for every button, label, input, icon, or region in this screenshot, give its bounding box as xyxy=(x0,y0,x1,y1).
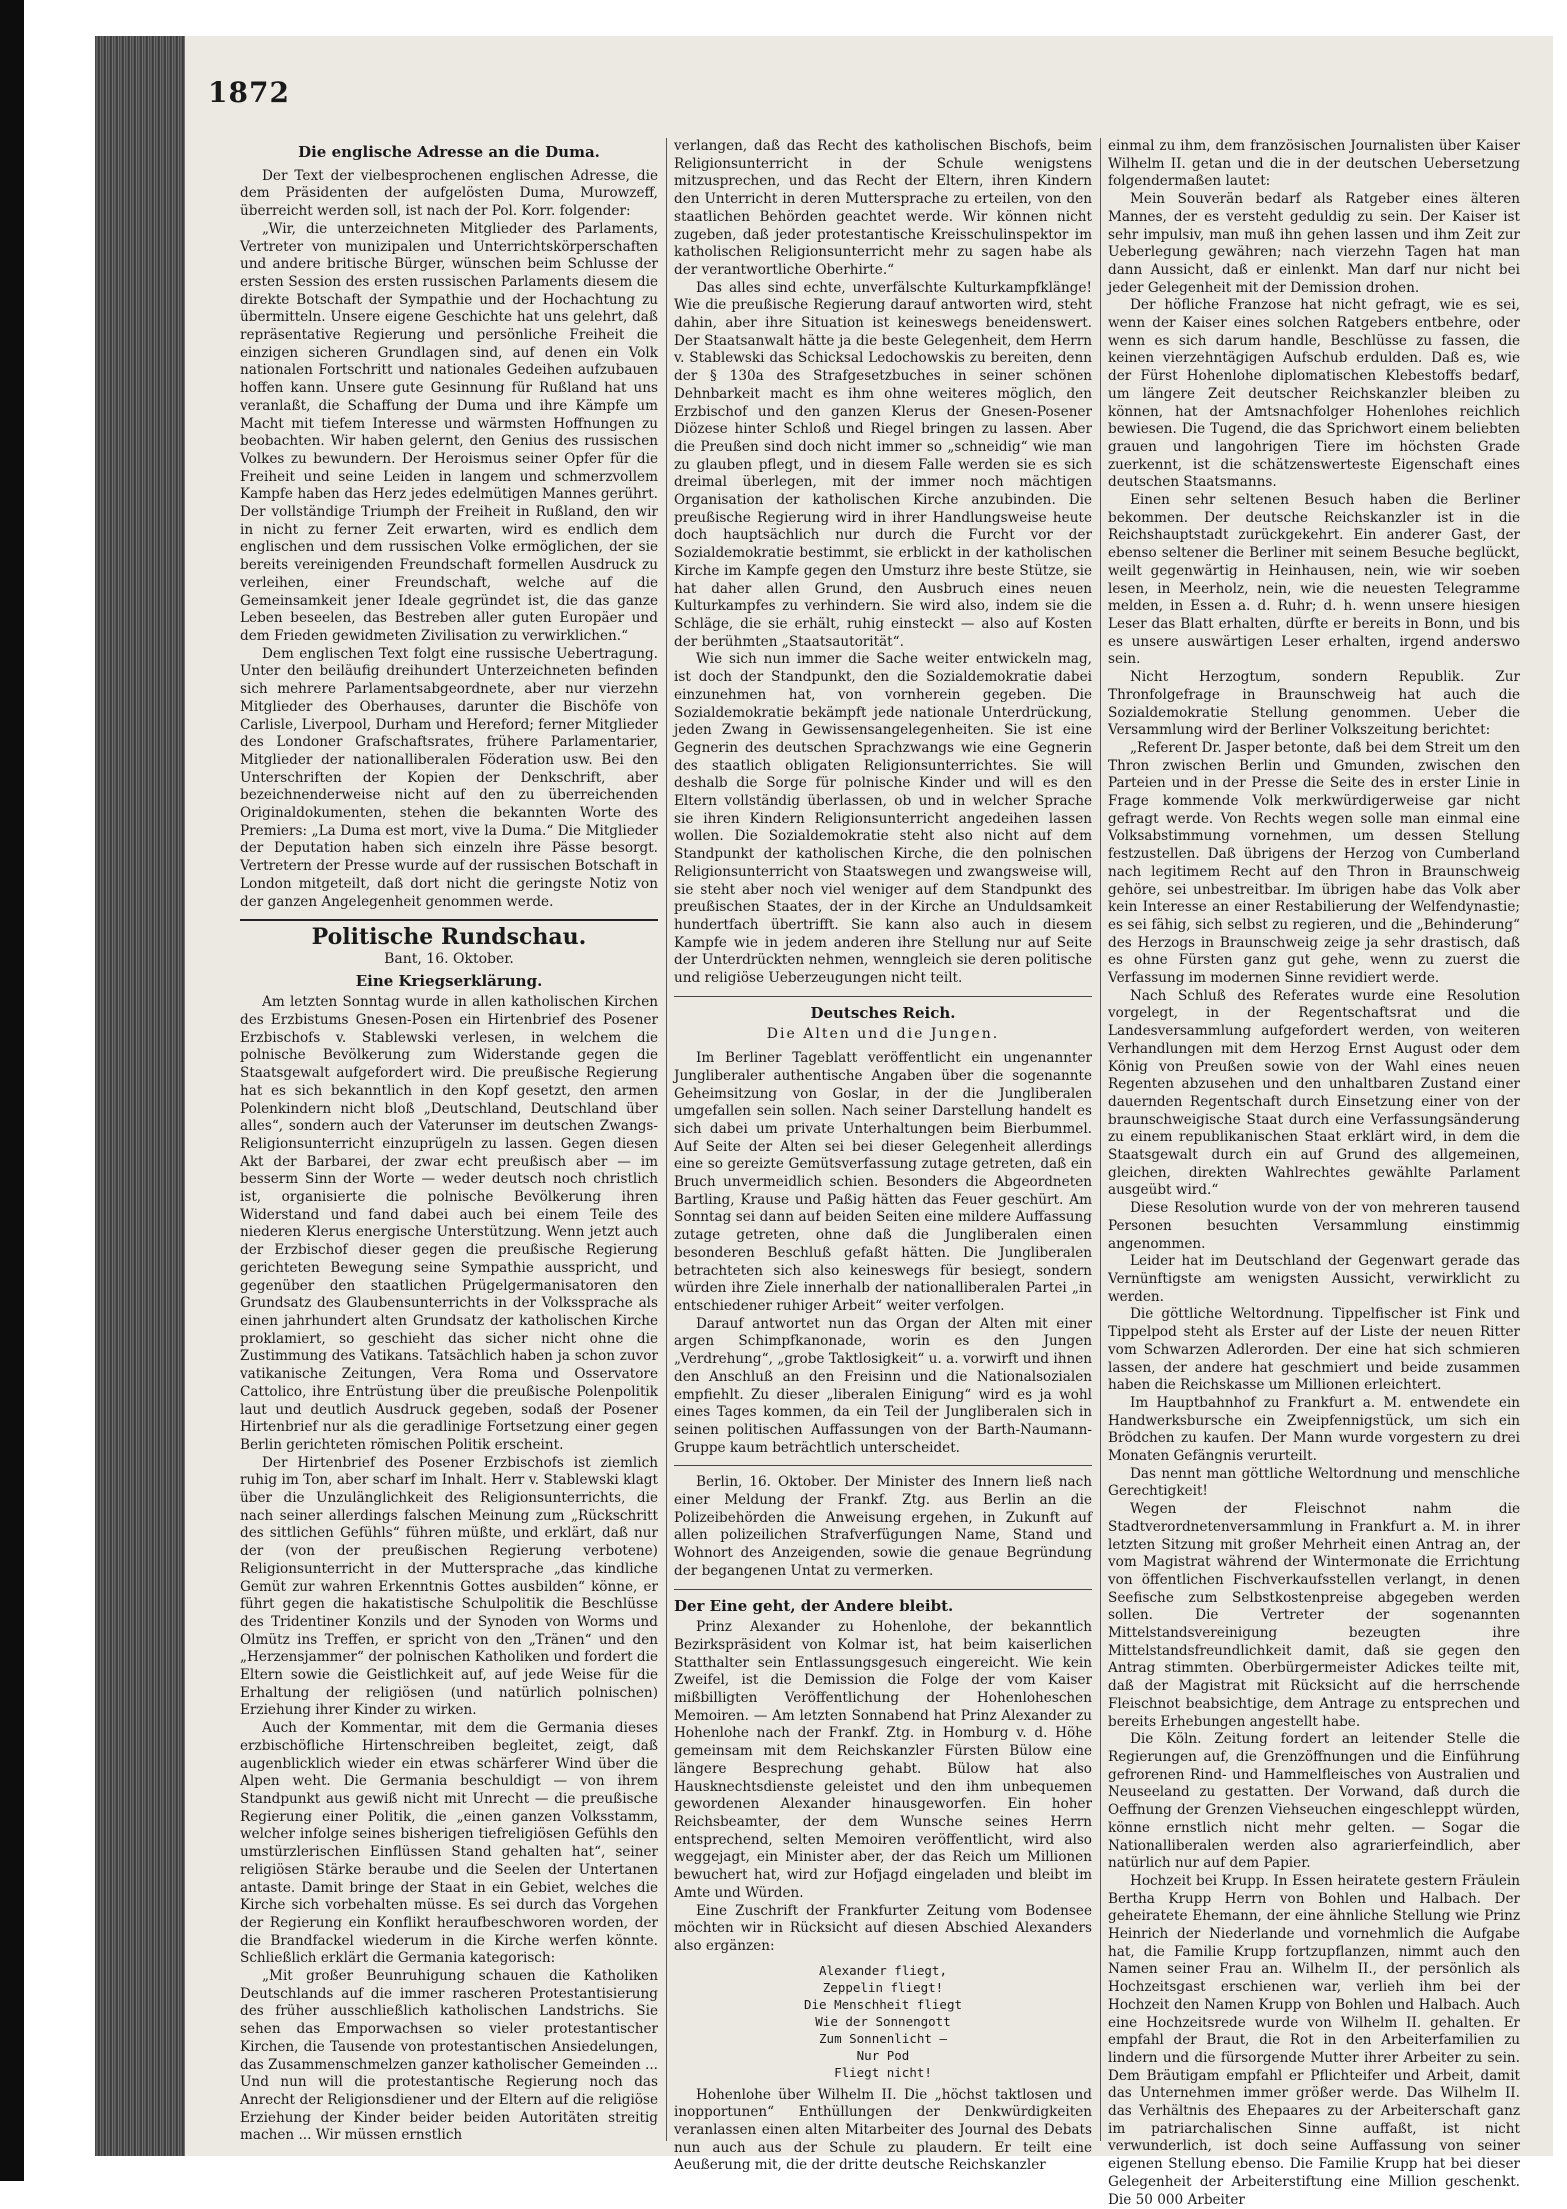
article-headline: Die Alten und die Jungen. xyxy=(766,1026,1000,1043)
poem-line: Zeppelin fliegt! xyxy=(822,1979,944,1995)
section-rule xyxy=(674,1589,1092,1590)
paragraph: Das nennt man göttliche Weltordnung und menschliche Gerechtigkeit! xyxy=(1108,1465,1520,1500)
page-number: 1872 xyxy=(208,76,290,109)
book-binding xyxy=(95,36,185,2156)
column-1 xyxy=(240,138,658,2151)
paragraph: Dem englischen Text folgt eine russische Uebertragung. Unter den beiläufig dreihundert Unterzeichneten befinden sich mehrere Parlamentsabgeordnete, aber nur vierzehn Mitglieder des Oberhauses, darunter die Bischöfe von Carlisle, Liverpool, Durham und Hereford; ferner Mitglieder des Londoner Grafschaftsrates, frühere Parlamentarier, Mitglieder der nationalliberalen Föderation usw. Bei den Unterschriften der Kopien der Denkschrift, aber bezeichnenderweise nicht auf den zu überreichenden Originaldokumenten, stehen die bekannten Worte des Premiers: „La Duma est mort, vive la Duma.“ Die Mitglieder der Deputation haben sich einzeln ihre Pässe besorgt. Vertretern der Presse wurde auf der russischen Botschaft in London mitgeteilt, daß dort nicht die geringste Notiz von der ganzen Angelegenheit genommen werde. xyxy=(240,645,658,910)
scan-border xyxy=(0,0,24,2181)
paragraph: Der höfliche Franzose hat nicht gefragt, wie es sei, wenn der Kaiser eines solchen Ratgebers entbehre, oder wenn es sich darum handle, Beschlüsse zu fassen, die keinen vierzehntägigen Aufschub erdulden. Daß es, wie der Fürst Hohenlohe diplomatischen Klebestoffs bedarf, um längere Zeit deutscher Reichskanzler bleiben zu können, hat der Amtsnachfolger Hohenlohes reichlich bewiesen. Die Tugend, die das Sprichwort einem beliebten grauen und langohrigen Tiere im höchsten Grade zuerkennt, ist die schätzenswerteste Eigenschaft eines deutschen Staatsmanns. xyxy=(1108,297,1520,491)
paragraph: „Mit großer Beunruhigung schauen die Katholiken Deutschlands auf die immer rascheren Protestantisierung des früher ausschließlich katholischen Landstrichs. Sie sehen das Emporwachsen so vieler protestantischer Kirchen, die Tausende von protestantischen Ansiedelungen, das Zusammenschmelzen ganzer katholischer Gemeinden ... Und nun will die protestantische Regierung noch das Anrecht der Religionsdiener und der Eltern auf die religiöse Erziehung der Kinder beider beiden Autoritäten streitig machen ... Wir müssen ernstlich xyxy=(240,1968,658,2144)
paragraph: einmal zu ihm, dem französischen Journalisten über Kaiser Wilhelm II. getan und die in der deutschen Uebersetzung folgendermaßen lautet: xyxy=(1108,138,1520,190)
paragraph: Der Hirtenbrief des Posener Erzbischofs ist ziemlich ruhig im Ton, aber scharf im Inhalt. Herr v. Stablewski klagt über die Unzulänglichkeit des Religionsunterrichts, die nach seiner allerdings falschen Meinung zum „Rückschritt des sittlichen Gefühls“ führen müßte, und erklärt, daß nur der (von der preußischen Regierung verbotene) Religionsunterricht in der Muttersprache „das kindliche Gemüt zur wahren Erkenntnis Gottes ausbilden“ könne, er führt gegen die hakatistische Schulpolitik die Beschlüsse des Tridentiner Konzils und der Synoden von Worms und Olmütz ins Treffen, er spricht von den „Tränen“ und den „Herzensjammer“ der polnischen Katholiken und fordert die Eltern sowie die Geistlichkeit auf, auf jede Weise für die Erhaltung der religiösen (und natürlich polnischen) Erziehung ihrer Kinder zu wirken. xyxy=(240,1454,658,1719)
column-3 xyxy=(1108,138,1520,2208)
paragraph: Am letzten Sonntag wurde in allen katholischen Kirchen des Erzbistums Gnesen-Posen ein Hirtenbrief des Posener Erzbischofs v. Stablewski verlesen, in welchem die polnische Bevölkerung zum Widerstande gegen die Staatsgewalt aufgefordert wird. Die preußische Regierung hat es sich bekanntlich in den Kopf gesetzt, den armen Polenkindern nicht bloß „Deutschland, Deutschland über alles“, sondern auch der Vaterunser im deutschen Zwangs-Religionsunterricht einzuprügeln zu lassen. Gegen diesen Akt der Barbarei, der zwar echt preußisch aber — im besserm Sinn der Worte — weder deutsch noch christlich ist, organisierte die polnische Bevölkerung ihren Widerstand und fand dabei auch bei einem Teile des niederen Klerus energische Unterstützung. Wenn jetzt auch der Erzbischof dieser gegen die preußische Regierung gerichteten Bewegung seine Sympathie ausspricht, und gegenüber den staatlichen Prügelgermanisatoren den Grundsatz des Glaubensunterrichts in der Volkssprache als einen jahrhundert alten Grundsatz der katholischen Kirche proklamiert, so geschieht das sicher nicht ohne die Zustimmung des Vatikans. Tatsächlich haben ja schon zuvor vatikanische Zeitungen, Vera Roma und Osservatore Cattolico, ihre Entrüstung über die preußische Polenpolitik laut und deutlich Ausdruck gegeben, sodaß der Posener Hirtenbrief nur als die geradlinige Fortsetzung einer gegen Berlin gerichteten römischen Politik erscheint. xyxy=(240,994,658,1453)
paragraph: Hochzeit bei Krupp. In Essen heiratete gestern Fräulein Bertha Krupp Herrn von Bohlen und Halbach. Der geheiratete Ehemann, der eine ähnliche Stellung wie Prinz Heinrich der Niederlande und vornehmlich die Aufgabe hat, die Familie Krupp fortzupflanzen, nimmt auch den Namen seiner Frau an. Wilhelm II., der persönlich als Hochzeitsgast erschienen war, verlieh ihm bei der Hochzeit den Namen Krupp von Bohlen und Halbach. Auch eine Hochzeitsrede wurde von Wilhelm II. gehalten. Er empfahl der Braut, die Rot in den Arbeiterfamilien zu lindern und die fürsorgende Mutter ihrer Arbeiter zu sein. Dem Bräutigam empfahl er Pflichteifer und Arbeit, damit das Unternehmen immer größer werde. Das Wilhelm II. das Verhältnis des Ehepaares zu der Arbeiterschaft ganz im patriarchalischen Sinne auffaßt, ist nicht verwunderlich, ist doch seine Auffassung von seiner eigenen Stellung ebenso. Die Familie Krupp hat bei dieser Gelegenheit der Arbeiterstiftung eine Million geschenkt. Die 50 000 Arbeiter xyxy=(1108,1872,1520,2208)
paragraph: Auch der Kommentar, mit dem die Germania dieses erzbischöfliche Hirtenschreiben begleitet, zeigt, daß augenblicklich wieder ein etwas schärferer Wind über die Alpen weht. Die Germania beschuldigt — von ihrem Standpunkt aus gewiß nicht mit Unrecht — die preußische Regierung einer Politik, die „einen ganzen Volksstamm, welcher infolge seines bisherigen tiefreligiösen Gefühls den umstürzlerischen Einflüssen Stand gehalten hat“, seiner religiösen Stärke beraube und die Seelen der Untertanen antaste. Damit bringe der Staat in ein Gebiet, welches die Kirche sich vorbehalten müsse. Es sei durch das Vorgehen der Regierung ein Konflikt heraufbeschworen worden, der die Brandfackel wiederum in die Kirche werfen könnte. Schließlich erklärt die Germania kategorisch: xyxy=(240,1720,658,1967)
paragraph: Die göttliche Weltordnung. Tippelfischer ist Fink und Tippelpod steht als Erster auf der Liste der neuen Ritter vom Schwarzen Adlerorden. Der eine hat sich schmieren lassen, der andere hat geschmiert und beide zusammen haben die Reichskasse um Millionen erleichtert. xyxy=(1108,1306,1520,1394)
paragraph: Diese Resolution wurde von der von mehreren tausend Personen besuchten Versammlung einstimmig angenommen. xyxy=(1108,1200,1520,1252)
paragraph: Prinz Alexander zu Hohenlohe, der bekanntlich Bezirkspräsident von Kolmar ist, hat beim kaiserlichen Statthalter sein Entlassungsgesuch eingereicht. Wie kein Zweifel, ist die Demission die Folge der vom Kaiser mißbilligten Veröffentlichung der Hohenloheschen Memoiren. — Am letzten Sonnabend hat Prinz Alexander zu Hohenlohe nach der Frankf. Ztg. in Homburg v. d. Höhe gemeinsam mit dem Reichskanzler Fürsten Bülow eine längere Besprechung gehabt. Bülow hat also Hausknechtsdienste geleistet und den ihm unbequemen gewordenen Alexander hinausgeworfen. Ein hoher Reichsbeamter, der dem Wunsche seines Herrn entsprechend, selten Memoiren veröffentlicht, wird also weggejagt, ein Minister aber, der das Reich um Millionen bewuchert hat, wird zur Hofjagd eingeladen und bleibt im Amte und Würden. xyxy=(674,1619,1092,1901)
paragraph: Hohenlohe über Wilhelm II. Die „höchst taktlosen und inopportunen“ Enthüllungen der Denkwürdigkeiten veranlassen einen alten Mitarbeiter des Journal des Debats nun auch aus der Schule zu plaudern. Er teilt eine Aeußerung mit, die der dritte deutsche Reichskanzler xyxy=(674,2086,1092,2174)
section-rule xyxy=(674,996,1092,997)
paragraph: Nach Schluß des Referates wurde eine Resolution vorgelegt, in der Regentschaftsrat und die Landesversammlung aufgefordert werden, von weiteren Verhandlungen mit dem Herzog Ernst August oder dem König von Preußen sowie von der Wahl eines neuen Regenten abzusehen und den unhaltbaren Zustand einer dauernden Regentschaft durch Einsetzung einer von der braunschweigische Staat durch eine Verfassungsänderung zu einem republikanischen Staat erklärt wird, in dem die Staatsgewalt durch ein auf Grund des allgemeinen, gleichen, direkten Wahlrechtes gewählte Parlament ausgeübt wird.“ xyxy=(1108,987,1520,1199)
paragraph: Wie sich nun immer die Sache weiter entwickeln mag, ist doch der Standpunkt, den die Sozialdemokratie dabei einzunehmen hat, von vornherein gegeben. Die Sozialdemokratie bekämpft jede nationale Unterdrückung, jeden Zwang in Gewissensangelegenheiten. Sie ist eine Gegnerin des deutschen Sprachzwangs wie eine Gegnerin des staatlich obligaten Religionsunterrichtes. Sie will deshalb die Sorge für polnische Kinder und will es den Eltern vollständig überlassen, ob und in welcher Sprache sie ihren Kindern Religionsunterricht angedeihen lassen wollen. Die Sozialdemokratie steht also nicht auf dem Standpunkt der katholischen Kirche, die den polnischen Religionsunterricht von Staatswegen und zwangsweise will, sie steht aber noch viel weniger auf dem Standpunkt des preußischen Staates, der in der Kirche an Unduldsamkeit hundertfach übertrifft. Sie kann also auch in diesem Kampfe wie in jedem anderen ihre Stellung nur auf Seite der Unterdrückten nehmen, wenngleich sie deren politische und religiöse Ueberzeugungen nicht teilt. xyxy=(674,651,1092,987)
article-headline: Eine Kriegserklärung. xyxy=(355,971,543,990)
paragraph: Nicht Herzogtum, sondern Republik. Zur Thronfolgefrage in Braunschweig hat auch die Sozialdemokratie Stellung genommen. Ueber die Versammlung wird der Berliner Volkszeitung berichtet: xyxy=(1108,669,1520,739)
section-rule xyxy=(240,919,658,921)
paragraph: „Wir, die unterzeichneten Mitglieder des Parlaments, Vertreter von munizipalen und Unterrichtskörperschaften und andere britische Bürger, wünschen beim Schlusse der ersten Session des ersten russischen Parlaments diesem die direkte Botschaft der Sympathie und der Hochachtung zu übermitteln. Unsere eigene Geschichte hat uns gelehrt, daß repräsentative Regierung und persönliche Freiheit die einzigen sicheren Grundlagen sind, auf denen ein Volk nationalen Fortschritt und nationales Gedeihen aufzubauen hoffen kann. Unsere gute Gesinnung für Rußland hat uns veranlaßt, die Schaffung der Duma und ihre Kämpfe um Macht mit tiefem Interesse und wärmsten Hoffnungen zu beobachten. Wir haben gelernt, den Genius des russischen Volkes zu bewundern. Der Heroismus seiner Opfer für die Freiheit und seine Leiden in langem und schmerzvollem Kampfe haben das Herz jedes edelmütigen Mannes gerührt. Der vollständige Triumph der Freiheit in Rußland, den wir in nicht zu ferner Zeit erwarten, wird es endlich dem englischen und dem russischen Volke ermöglichen, der sie bereits vereinigenden Freundschaft formellen Ausdruck zu verleihen, einer Freundschaft, welche auf die Gemeinsamkeit jener Ideale gegründet ist, die das ganze Leben beseelen, das Bestreben aller guten Europäer und dem Frieden gewidmeten Zivilisation zu verwirklichen.“ xyxy=(240,220,658,644)
paragraph: Einen sehr seltenen Besuch haben die Berliner bekommen. Der deutsche Reichskanzler ist in die Reichshauptstadt zurückgekehrt. Ein anderer Gast, der ebenso seltener die Berliner mit seinem Besuche beglückt, weilt gegenwärtig in Heinhausen, nein, wie wir soeben lesen, in Meerholz, nein, wie die neuesten Telegramme melden, in Essen a. d. Ruhr; d. h. wenn unsere hiesigen Leser das Blatt erhalten, dürfte er bereits in Bonn, und bis es unsere auswärtigen Leser erhalten, irgend anderswo sein. xyxy=(1108,492,1520,668)
paragraph: Berlin, 16. Oktober. Der Minister des Innern ließ nach einer Meldung der Frankf. Ztg. aus Berlin an die Polizeibehörden die Anweisung ergehen, in Zukunft auf allen polizeilichen Strafverfügungen Name, Stand und Wohnort des Anzeigenden, sowie die genaue Begründung der begangenen Untat zu vermerken. xyxy=(674,1474,1092,1579)
paragraph: Darauf antwortet nun das Organ der Alten mit einer argen Schimpfkanonade, worin es den Jungen „Verdrehung“, „grobe Taktlosigkeit“ u. a. vorwirft und ihnen den Anschluß an den Freisinn und die Nationalsozialen empfiehlt. Zu dieser „liberalen Einigung“ wird es ja wohl eines Tages kommen, da ein Teil der Jungliberalen sich in seinen politischen Auffassungen von der Barth-Naumann-Gruppe kaum beträchtlich unterscheidet. xyxy=(674,1315,1092,1456)
poem xyxy=(674,1962,1092,2081)
paragraph: Im Hauptbahnhof zu Frankfurt a. M. entwendete ein Handwerksbursche ein Zweipfennigstück, um sich ein Brödchen zu kaufen. Der Mann wurde vorgestern zu drei Monaten Gefängnis verurteilt. xyxy=(1108,1394,1520,1465)
paragraph: Mein Souverän bedarf als Ratgeber eines älteren Mannes, der es versteht geduldig zu sein. Der Kaiser ist sehr impulsiv, man muß ihn gehen lassen und ihm Zeit zur Ueberlegung gewähren; nach vierzehn Tagen hat man dann Aussicht, daß er einlenkt. Man darf nur nicht bei jeder Gelegenheit mit der Demission drohen. xyxy=(1108,191,1520,296)
poem-line: Die Menschheit fliegt xyxy=(803,1996,963,2012)
paragraph: Wegen der Fleischnot nahm die Stadtverordnetenversammlung in Frankfurt a. M. in ihrer letzten Sitzung mit großer Mehrheit einen Antrag an, der vom Magistrat während der Wintermonate die Errichtung von öffentlichen Fischverkaufsstellen verlangt, in denen Seefische zum Selbstkostenpreise abgegeben werden sollen. Die Vertreter der sogenannten Mittelstandsvereinigung bezeugten ihre Mittelstandsfreundlichkeit damit, daß sie gegen den Antrag stimmten. Oberbürgermeister Adickes teilte mit, daß der Magistrat mit Rücksicht auf die herrschende Fleischnot beabsichtige, dem Antrage zu entsprechen und bereits Erhebungen angestellt habe. xyxy=(1108,1501,1520,1730)
section-title: Politische Rundschau. xyxy=(311,924,587,951)
poem-line: Nur Pod xyxy=(856,2047,910,2063)
paragraph: Im Berliner Tageblatt veröffentlicht ein ungenannter Jungliberaler authentische Angaben über die sogenannte Geheimsitzung von Goslar, in der die Jungliberalen umgefallen sein sollen. Nach seiner Darstellung handelt es sich dabei um private Unterhaltungen beim Bierbummel. Auf Seite der Alten sei bei dieser Gelegenheit allerdings eine so gereizte Gemütsverfassung zutage getreten, daß ein Bruch unvermeidlich schien. Besonders die Abgeordneten Bartling, Krause und Paßig hätten das Feuer geschürt. Am Sonntag sei dann auf beiden Seiten eine mildere Auffassung zutage getreten, ohne daß die Jungliberalen einen besonderen Beschluß gefaßt hätten. Die Jungliberalen betrachteten sich also keineswegs für besiegt, sondern würden ihre Ziele innerhalb der nationalliberalen Partei „in entschiedener ruhiger Arbeit“ weiter verfolgen. xyxy=(674,1050,1092,1314)
article-headline: Der Eine geht, der Andere bleibt. xyxy=(674,1596,954,1615)
poem-line: Wie der Sonnengott xyxy=(815,2013,951,2029)
paragraph: „Referent Dr. Jasper betonte, daß bei dem Streit um den Thron zwischen Berlin und Gmunden, zwischen den Parteien und in der Presse die Seite des in erster Linie in Frage kommende Volk merkwürdigerweise gar nicht gefragt werde. Von Rechts wegen solle man einmal eine Volksabstimmung vornehmen, um dessen Stellung festzustellen. Daß übrigens der Herzog von Cumberland nach legitimem Recht auf den Thron in Braunschweig gehöre, sei unbestreitbar. Im übrigen habe das Volk aber kein Interesse an einer Restabilierung der Welfendynastie; es sei fähig, sich selbst zu regieren, und die „Behinderung“ des Herzogs in Braunschweig zeige ja sehr drastisch, daß es ohne Fürsten ganz gut gehe, wenn zu zuerst die Verfassung im modernen Sinne revidiert werde. xyxy=(1108,739,1520,987)
paragraph: Das alles sind echte, unverfälschte Kulturkampfklänge! Wie die preußische Regierung darauf antworten wird, steht dahin, aber ihre Situation ist keineswegs beneidenswert. Der Staatsanwalt hätte ja die beste Gelegenheit, dem Herrn v. Stablewski das Schicksal Ledochowskis zu bereiten, denn der § 130a des Strafgesetzbuches in seiner schönen Dehnbarkeit macht es ihm ohne weiteres möglich, den Erzbischof und den ganzen Klerus der Gnesen-Posener Diözese hinter Schloß und Riegel bringen zu lassen. Aber die Preußen sind doch nicht immer so „schneidig“ wie man zu glauben pflegt, und in diesem Falle werden sie es sich dreimal überlegen, mit der immer noch mächtigen Organisation der katholischen Kirche anzubinden. Die preußische Regierung wird in ihrer Handlungsweise heute doch hauptsächlich nur durch die Furcht vor der Sozialdemokratie bestimmt, sie erblickt in der katholischen Kirche im Kampfe gegen den Umsturz ihre beste Stütze, sie hat daher allen Grund, den Ausbruch eines neuen Kulturkampfes zu verhindern. Sie wird also, indem sie die Schläge, die sie erhält, ruhig einsteckt — also auf Kosten der berühmten „Staatsautorität“. xyxy=(674,279,1092,650)
paragraph: Die Köln. Zeitung fordert an leitender Stelle die Regierungen auf, die Grenzöffnungen und die Einführung gefrorenen Rind- und Hammelfleisches von Australien und Neuseeland zu gestatten. Der Vorwand, daß durch die Oeffnung der Grenzen Viehseuchen eingeschleppt würden, könne ernstlich nicht mehr gelten. — Sogar die Nationalliberalen werden also agrarierfeindlich, aber natürlich nur auf dem Papier. xyxy=(1108,1731,1520,1872)
article-headline: Die englische Adresse an die Duma. xyxy=(298,143,600,161)
column-divider xyxy=(1100,138,1101,2141)
column-2 xyxy=(674,138,1092,2174)
poem-line: Fliegt nicht! xyxy=(834,2064,932,2080)
section-rule xyxy=(674,1465,1092,1466)
paragraph: Leider hat im Deutschland der Gegenwart gerade das Vernünftigste am wenigsten Aussicht, verwirklicht zu werden. xyxy=(1108,1253,1520,1305)
paragraph: Eine Zuschrift der Frankfurter Zeitung vom Bodensee möchten wir in Rücksicht auf diesen Abschied Alexanders also ergänzen: xyxy=(674,1902,1092,1954)
section-title: Deutsches Reich. xyxy=(810,1003,956,1022)
column-divider xyxy=(666,138,667,2141)
dateline: Bant, 16. Oktober. xyxy=(384,950,514,967)
paragraph: Der Text der vielbesprochenen englischen Adresse, die dem Präsidenten der aufgelösten Duma, Murowzeff, überreicht werden soll, ist nach der Pol. Korr. folgender: xyxy=(240,167,658,220)
poem-line: Alexander fliegt, xyxy=(819,1962,947,1978)
paragraph: verlangen, daß das Recht des katholischen Bischofs, beim Religionsunterricht in der Schule wenigstens mitzusprechen, und das Recht der Eltern, ihren Kindern den Unterricht in deren Muttersprache zu erteilen, von den staatlichen Behörden geachtet werde. Wir können nicht zugeben, daß jeder protestantische Kreisschulinspektor im katholischen Religionsunterricht mehr zu sagen habe als der verantwortliche Oberhirte.“ xyxy=(674,138,1092,278)
poem-line: Zum Sonnenlicht — xyxy=(819,2030,947,2046)
